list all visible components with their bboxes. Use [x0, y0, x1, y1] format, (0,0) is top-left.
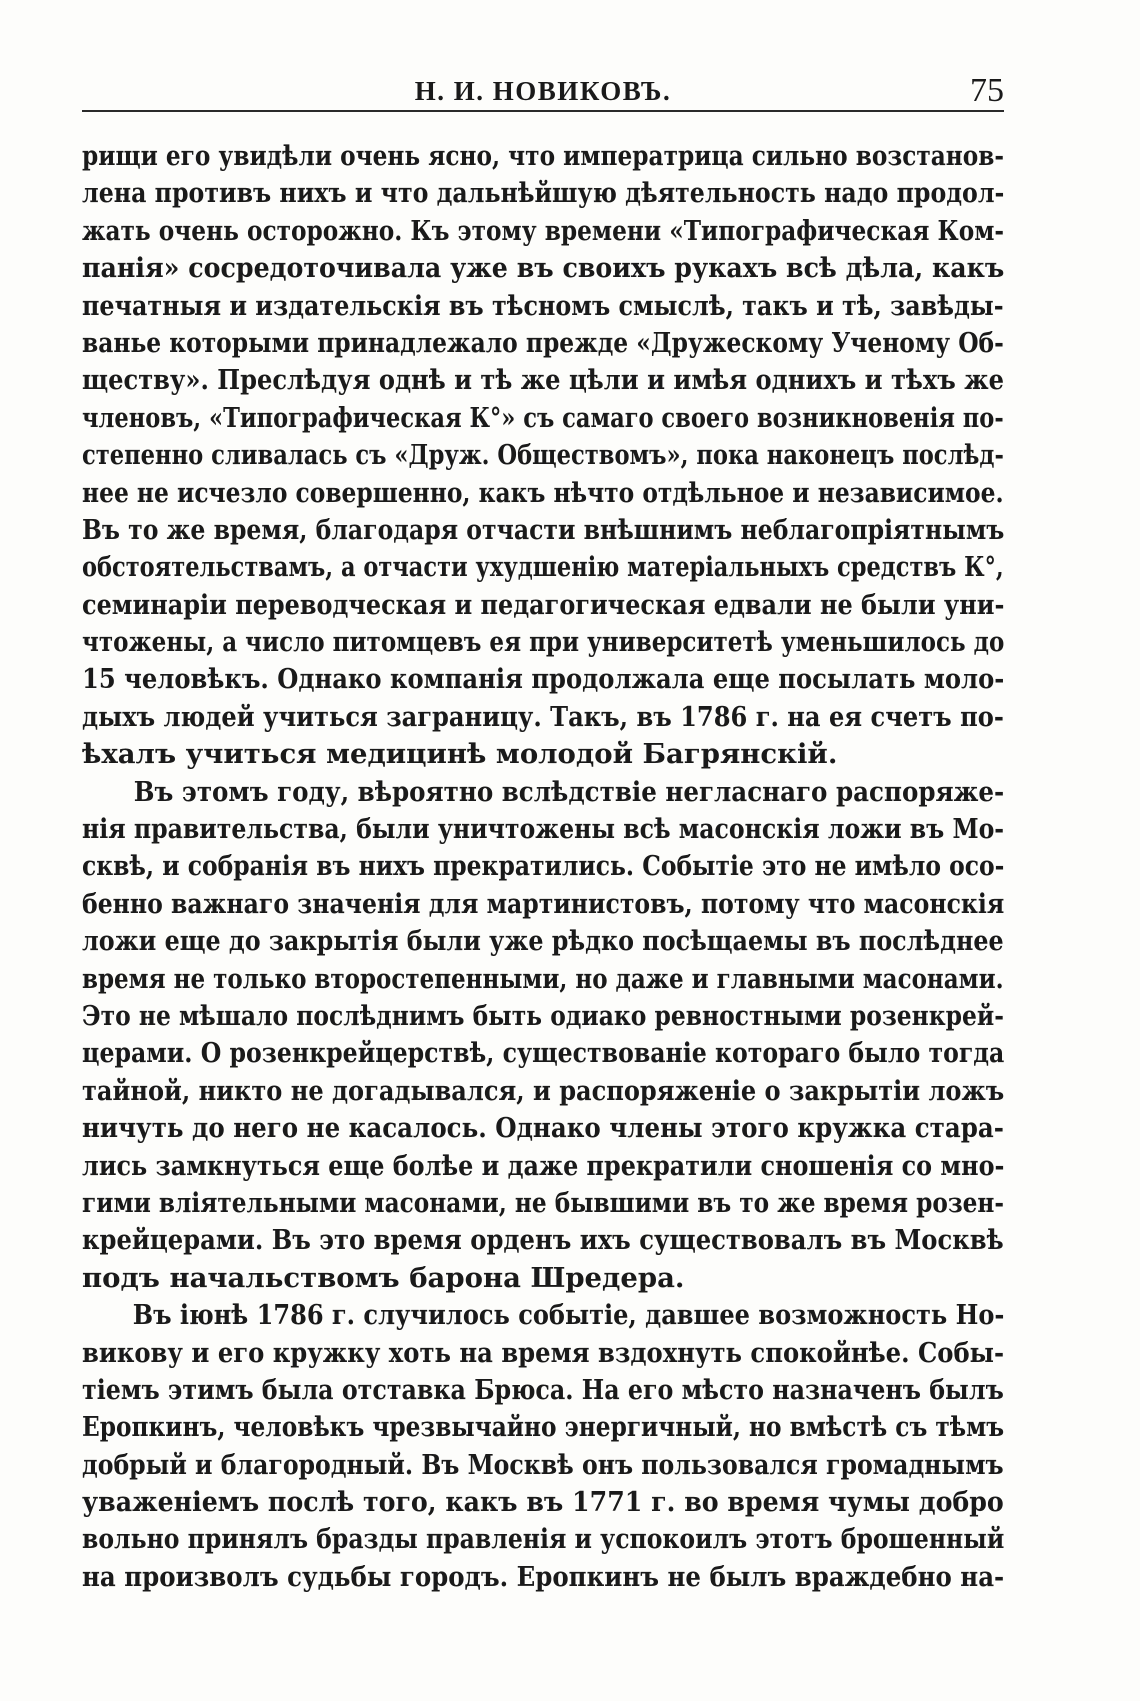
running-title: Н. И. НОВИКОВЪ. — [414, 76, 672, 106]
text-line: панія» сосредоточивала уже въ своихъ рукахъ всѣ дѣла, какъ — [82, 252, 1004, 285]
text-line: жать очень осторожно. Къ этому времени «Типографическая Ком- — [82, 214, 1004, 247]
text-line: ѣхалъ учиться медицинѣ молодой Багрянскій. — [82, 738, 838, 771]
text-line: церами. О розенкрейцерствѣ, существованіе котораго было тогда — [82, 1037, 1004, 1070]
text-line: ществу». Преслѣдуя однѣ и тѣ же цѣли и имѣя однихъ и тѣхъ же — [82, 364, 1004, 397]
text-line: на произволъ судьбы городъ. Еропкинъ не былъ враждебно на- — [82, 1560, 1004, 1593]
text-line: время не только второстепенными, но даже и главными масонами. — [82, 962, 1004, 995]
text-line: викову и его кружку хоть на время вздохнуть спокойнѣе. Собы- — [82, 1336, 1004, 1369]
text-line: степенно сливалась съ «Друж. Обществомъ», пока наконецъ послѣд- — [82, 439, 1004, 472]
text-line: печатныя и издательскія въ тѣсномъ смыслѣ, такъ и тѣ, завѣды- — [82, 289, 1004, 322]
text-line: бенно важнаго значенія для мартинистовъ, потому что масонскія — [82, 887, 1004, 920]
text-line: ничуть до него не касалось. Однако члены этого кружка стара- — [82, 1112, 1004, 1145]
text-line: Въ іюнѣ 1786 г. случилось событіе, давшее возможность Но- — [132, 1299, 1004, 1332]
text-line: вольно принялъ бразды правленія и успокоилъ этотъ брошенный — [82, 1523, 1004, 1556]
text-line: ванье которыми принадлежало прежде «Дружескому Ученому Об- — [82, 326, 1004, 359]
text-line: обстоятельствамъ, а отчасти ухудшенію матеріальныхъ средствъ К°, — [82, 551, 1004, 584]
text-line: рищи его увидѣли очень ясно, что императрица сильно возстанов- — [82, 140, 1004, 172]
text-line: 15 человѣкъ. Однако компанія продолжала еще посылать моло- — [82, 663, 1004, 696]
text-line: Это не мѣшало послѣднимъ быть одиако ревностными розенкрей- — [82, 999, 1004, 1032]
running-head — [82, 68, 1004, 112]
text-line: сквѣ, и собранія въ нихъ прекратились. Событіе это не имѣло осо- — [82, 850, 1004, 883]
text-line: ложи еще до закрытія были уже рѣдко посѣщаемы въ послѣднее — [82, 925, 1004, 958]
text-line: гими вліятельными масонами, не бывшими въ то же время розен- — [82, 1186, 1004, 1219]
text-line: уваженіемъ послѣ того, какъ въ 1771 г. во время чумы добро — [82, 1486, 1004, 1519]
text-line: подъ начальствомъ барона Шредера. — [82, 1261, 685, 1294]
text-line: тайной, никто не догадывался, и распоряженіе о закрытіи ложъ — [82, 1074, 1004, 1107]
header-rule — [82, 110, 1004, 112]
text-line: лись замкнуться еще болѣе и даже прекратили сношенія со мно- — [82, 1149, 1004, 1182]
text-line: Въ то же время, благодаря отчасти внѣшнимъ неблагопріятнымъ — [82, 513, 1004, 546]
text-line: добрый и благородный. Въ Москвѣ онъ пользовался громаднымъ — [82, 1448, 1004, 1481]
text-line: членовъ, «Типографическая К°» съ самаго своего возникновенія по- — [82, 401, 1004, 434]
text-line: крейцерами. Въ это время орденъ ихъ существовалъ въ Москвѣ — [82, 1224, 1004, 1257]
text-line: Еропкинъ, человѣкъ чрезвычайно энергичный, но вмѣстѣ съ тѣмъ — [82, 1411, 1004, 1444]
page-number: 75 — [970, 72, 1004, 109]
text-line: тіемъ этимъ была отставка Брюса. На его мѣсто назначенъ былъ — [82, 1373, 1004, 1406]
text-line: чтожены, а число питомцевъ ея при университетѣ уменьшилось до — [82, 626, 1004, 659]
body-text — [82, 138, 1004, 1596]
text-line: дыхъ людей учиться заграницу. Такъ, въ 1786 г. на ея счетъ по- — [82, 700, 1004, 733]
text-line: Въ этомъ году, вѣроятно вслѣдствіе негласнаго распоряже- — [133, 775, 1004, 808]
text-line: лена противъ нихъ и что дальнѣйшую дѣятельность надо продол- — [82, 177, 1004, 210]
text-line: нее не исчезло совершенно, какъ нѣчто отдѣльное и независимое. — [82, 476, 1004, 509]
text-line: семинаріи переводческая и педагогическая едвали не были уни- — [82, 588, 1004, 621]
text-line: нія правительства, были уничтожены всѣ масонскія ложи въ Мо- — [82, 813, 1004, 846]
